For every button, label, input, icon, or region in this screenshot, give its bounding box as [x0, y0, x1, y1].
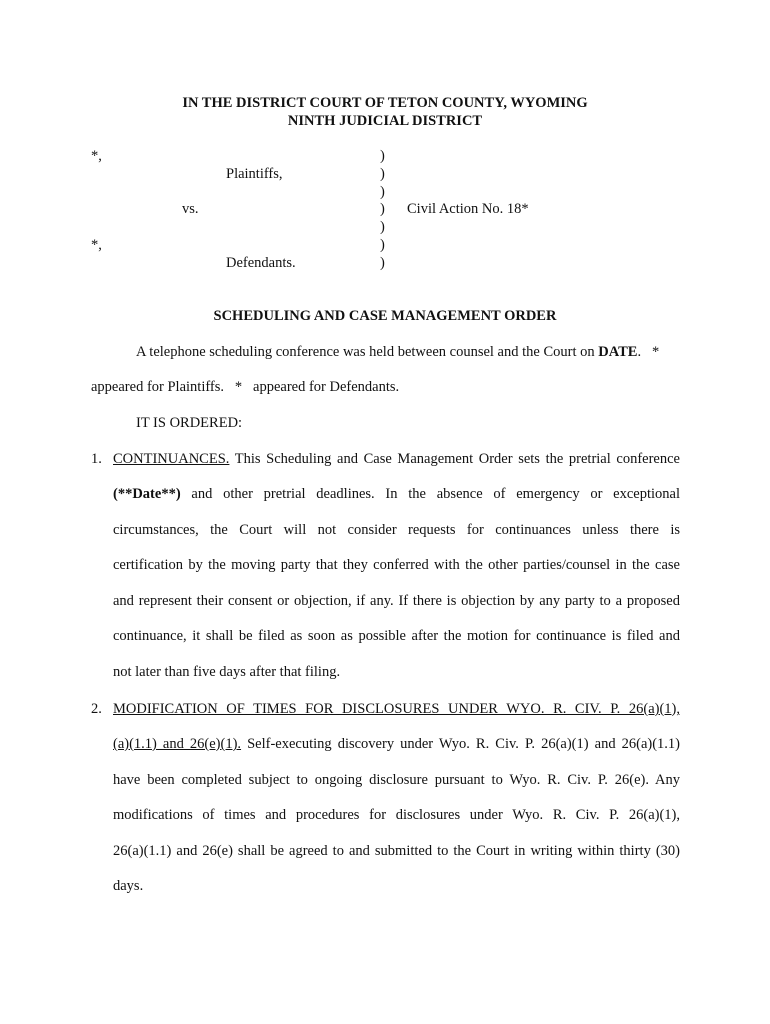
plaintiff-name: *,: [91, 148, 102, 164]
court-name: IN THE DISTRICT COURT OF TETON COUNTY, WYOMING: [182, 95, 588, 111]
section-2-line-4: modifications of times and procedures for disclosures under Wyo. R. Civ. P. 26(a)(1),: [113, 807, 680, 823]
pretrial-date: (**Date**): [113, 486, 181, 502]
intro-line-2: appeared for Plaintiffs. * appeared for Defendants.: [91, 379, 400, 395]
section-text: This Scheduling and Case Management Order sets the pretrial conference: [229, 451, 680, 467]
civil-action-number: Civil Action No. 18*: [407, 201, 529, 217]
order-title: SCHEDULING AND CASE MANAGEMENT ORDER: [213, 308, 557, 324]
section-text: Self-executing discovery under Wyo. R. Civ. P. 26(a)(1) and 26(a)(1.1): [241, 736, 681, 752]
caption-parenthesis: ): [380, 237, 385, 253]
conference-date: DATE: [598, 344, 638, 360]
section-1-line-4: certification by the moving party that they conferred with the other parties/counsel in the case: [113, 557, 680, 573]
court-header: [0, 94, 770, 130]
plaintiffs-label: Plaintiffs,: [226, 166, 283, 182]
intro-line-1: [136, 344, 659, 361]
defendant-name: *,: [91, 237, 102, 253]
intro-end: . *: [637, 344, 660, 360]
section-1-line-5: and represent their consent or objection, if any. If there is objection by any party to a proposed: [113, 593, 680, 609]
section-1-line-2: [113, 486, 680, 503]
section-heading-continued: (a)(1.1) and 26(e)(1).: [113, 736, 242, 752]
caption-parenthesis: ): [380, 201, 385, 217]
section-2-line-6: days.: [113, 878, 144, 894]
caption-parenthesis: ): [380, 166, 385, 182]
section-number: 1.: [91, 451, 102, 467]
section-2-line-2: [113, 736, 680, 753]
section-text: and other pretrial deadlines. In the absence of emergency or exceptional: [180, 486, 680, 502]
intro-text: A telephone scheduling conference was held between counsel and the Court on: [136, 344, 595, 360]
section-2-line-3: have been completed subject to ongoing disclosure pursuant to Wyo. R. Civ. P. 26(e). Any: [113, 772, 680, 788]
section-1-line-7: not later than five days after that filing.: [113, 664, 341, 680]
section-2-line-5: 26(a)(1.1) and 26(e) shall be agreed to and submitted to the Court in writing within thirty (30): [113, 843, 680, 859]
judicial-district: NINTH JUDICIAL DISTRICT: [287, 113, 483, 129]
caption-parenthesis: ): [380, 184, 385, 200]
section-1-line-6: continuance, it shall be filed as soon as possible after the motion for continuance is filed and: [113, 628, 680, 644]
it-is-ordered: IT IS ORDERED:: [136, 415, 243, 431]
section-1-line-1: [113, 451, 680, 468]
versus-label: vs.: [182, 201, 199, 217]
caption-parenthesis: ): [380, 219, 385, 235]
section-1-line-3: circumstances, the Court will not consider requests for continuances unless there is: [113, 522, 680, 538]
caption-parenthesis: ): [380, 148, 385, 164]
caption-parenthesis: ): [380, 255, 385, 271]
section-heading: CONTINUANCES.: [113, 451, 230, 467]
section-number: 2.: [91, 701, 102, 717]
defendants-label: Defendants.: [226, 255, 296, 271]
section-heading: MODIFICATION OF TIMES FOR DISCLOSURES UNDER WYO. R. CIV. P. 26(a)(1),: [113, 701, 680, 717]
